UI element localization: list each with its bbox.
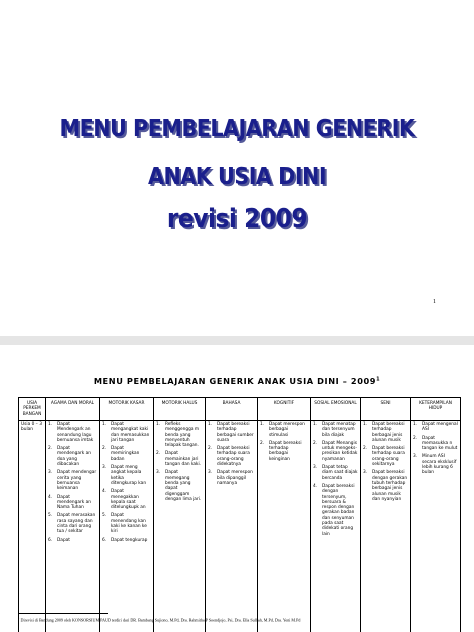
list-item [363,446,408,467]
list-item-text: Dapat bereaksi terhadap berbagai keinginan [269,440,302,462]
list-item-number: 3. [102,465,107,471]
list-item-number: 4. [48,494,53,500]
list-item [156,422,203,448]
list-item-number: 1. [313,422,318,427]
list-item-text: Dapat Mendengark an senandung lagu bernuansa imtak [57,422,94,443]
list-item-number: 2. [102,446,107,452]
page-title [0,376,474,386]
list-item [156,470,203,502]
cover-title-line-3: revisi 2009 [166,204,308,234]
list-item-number: 1. [413,422,418,427]
indicator-list [156,422,203,502]
list-item [48,495,97,511]
list-item [413,454,458,475]
cell-agama-moral [46,421,100,632]
header-kognitif: KOGNITIF [258,398,311,421]
list-item-text: Dapat bereaksi dengan tersenyum, bersuara & respon dengan gerakan badan dan senyuman pada saat didekati orang lain [322,483,355,537]
cover-title-line-1: MENU PEMBELAJARAN GENERIK [59,116,415,142]
header-motorik-kasar: MOTORIK KASAR [100,398,154,421]
list-item-text: Dapat memiringkan badan [111,446,140,462]
list-item-text: Dapat menegakkan kepala saat ditelungkupk an [111,489,146,511]
list-item-number: 3. [413,454,418,460]
header-usia: USIA PERKEM BANGAN [19,398,46,421]
list-item-text: Dapat mendengark an doa yang dibacakan [57,446,91,468]
list-item-text: Dapat memasukka n tangan ke mulut [422,435,458,452]
list-item-text: Dapat Menangis untuk mengeks-presikan ketidak nyamanan [322,440,358,462]
list-item-number: 1. [48,422,53,427]
list-item-text: Dapat tengkurap [111,537,148,543]
page-title-text: MENU PEMBELAJARAN GENERIK ANAK USIA DINI – 2009 [93,376,377,386]
header-sosial-emosional: SOSIAL EMOSIONAL [311,398,361,421]
list-item [102,446,151,462]
list-item [48,538,97,543]
list-item-text: Dapat bereaksi terhadap suara orang-orang didekatnya [217,446,250,468]
list-item [102,489,151,510]
list-item [48,513,97,534]
list-item-number: 2. [363,446,368,452]
header-motorik-halus: MOTORIK HALUS [154,398,206,421]
list-item [413,436,458,452]
list-item-text: Dapat mendengark an Nama Tuhan [57,494,91,511]
list-item-number: 1. [260,422,265,427]
list-item-number: 5. [48,513,53,519]
cell-motorik-kasar [100,421,154,632]
header-keterampilan-hidup: KETERAMPILAN HIDUP [411,398,461,421]
title-footnote-mark: 1 [376,376,381,383]
list-item-text: Dapat menatap dan tersenyum bila diajak [322,422,356,438]
indicator-list [208,422,255,486]
header-seni: SENI [361,398,411,421]
list-item-text: Dapat merespon berbagai stimulasi [269,422,305,438]
cell-bahasa [206,421,258,632]
list-item-number: 2. [260,440,265,446]
list-item-number: 3. [363,470,368,476]
list-item [156,451,203,467]
list-item [413,422,458,433]
indicator-list [260,422,308,462]
list-item-number: 1. [208,422,213,427]
cell-motorik-halus [154,421,206,632]
list-item [208,470,255,486]
list-item-number: 2. [313,440,318,446]
list-item [102,422,151,443]
cell-keterampilan-hidup [411,421,461,632]
list-item-text: Dapat mengenal ASI [422,422,458,433]
list-item-text: Dapat mendengar cerita yang bernuansa keimanan [57,470,97,492]
footnote-rule [18,613,108,614]
list-item-text: Dapat memegang benda yang dapat digenggam dengan lima jari. [165,470,202,502]
list-item-number: 5. [102,513,107,519]
list-item [48,446,97,467]
list-item [313,441,358,462]
curriculum-table [18,397,461,632]
list-item-number: 3. [313,465,318,471]
table-header-row [19,398,461,421]
list-item-number: 4. [313,483,318,489]
header-agama-moral: AGAMA DAN MORAL [46,398,100,421]
list-item-text: Dapat menendang kan kaki ke kanan ke kiri [111,513,147,535]
list-item-text: Dapat meng angkat kepala ketika ditengkurap kan [111,465,147,486]
list-item-number: 3. [208,470,213,476]
age-cell: Usia 0 – 3 bulan [19,421,46,632]
footnote-text: Direvisi di Bandung 2009 oleh KONSORSIUM PAUD terdiri dari DR. Bambang Sujiono, M.Pd, Dra. Rahmitha P Soendjojo, Psi, Dra. Ella Sulhah, M.Pd, Dra. Yeni M.Pd [20,617,301,623]
list-item-number: 2. [156,451,161,457]
list-item-text: Dapat [57,537,70,543]
list-item-text: Minum ASI secara eksklusif lebih kurang 6 bulan [422,454,457,476]
indicator-list [48,422,97,543]
list-item [208,422,255,443]
list-item [363,422,408,443]
list-item-text: Dapat tetap diam saat diajak bercanda [322,465,358,481]
indicator-list [413,422,458,476]
list-item-text: Refleks menggengga m benda yang menyentuh telapak tangan. [165,422,200,449]
list-item [102,513,151,534]
list-item-text: Dapat mengangkat kaki dan memasukkan jari tangan [111,422,150,443]
list-item-number: 1. [102,422,107,427]
cell-kognitif [258,421,311,632]
list-item-text: Dapat merasakan rasa sayang dan cinta dari orang tua / sekitar [57,513,96,535]
list-item-text: Dapat bereaksi dengan gerakan tubuh terhadap berbagai jenis alunan musik dan nyanyian [372,470,408,502]
indicator-list [102,422,151,543]
list-item [313,484,358,537]
list-item-number: 1. [156,422,161,427]
list-item [363,470,408,502]
list-item-number: 2. [413,435,418,441]
list-item-text: Dapat bereaksi terhadap berbagai sumber suara [217,422,254,443]
list-item [48,470,97,491]
page-number: 1 [433,299,436,305]
list-item-number: 6. [102,537,107,543]
cell-seni [361,421,411,632]
list-item [260,441,308,462]
list-item-number: 3. [156,470,161,476]
list-item-text: Dapat memainkan jari tangan dan kaki. [165,451,202,468]
list-item-text: Dapat merespon bila dipanggil namanya [217,470,253,486]
curriculum-page [0,345,474,632]
list-item [48,422,97,443]
list-item-number: 6. [48,537,53,543]
header-bahasa: BAHASA [206,398,258,421]
list-item-text: Dapat bereaksi terhadap berbagai jenis alunan musik [372,422,405,443]
footnote-mark: 1 [18,616,20,620]
list-item [313,465,358,481]
list-item [260,422,308,438]
indicator-list [363,422,408,502]
cell-sosial-emosional [311,421,361,632]
table-row [19,421,461,632]
list-item [102,465,151,486]
indicator-list [313,422,358,537]
list-item [313,422,358,438]
list-item-number: 1. [363,422,368,427]
list-item-number: 3. [48,470,53,476]
list-item-number: 4. [102,489,107,495]
list-item-number: 2. [208,446,213,452]
cover-title-line-2: ANAK USIA DINI [147,164,327,190]
list-item [102,538,151,543]
list-item [208,446,255,467]
list-item-text: Dapat bereaksi terhadap suara orang-orang sekitarnya [372,446,405,468]
list-item-number: 2. [48,446,53,452]
footnote [18,616,468,622]
